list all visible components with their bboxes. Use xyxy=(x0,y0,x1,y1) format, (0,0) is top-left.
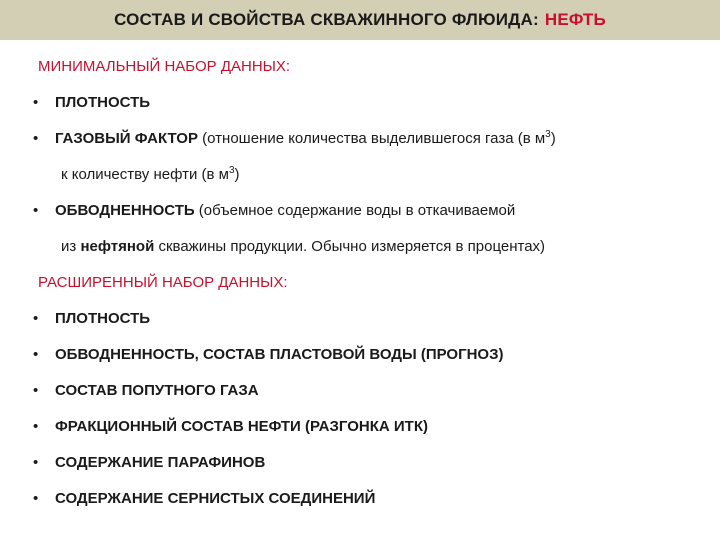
slide-header xyxy=(0,0,720,40)
minimal-section-title: МИНИМАЛЬНЫЙ НАБОР ДАННЫХ: xyxy=(38,58,291,75)
bullet-icon: • xyxy=(33,454,39,471)
extended-item xyxy=(33,490,375,507)
minimal-item-water-cut-continued xyxy=(61,238,545,255)
bullet-icon: • xyxy=(33,94,39,111)
extended-item xyxy=(33,382,259,399)
bullet-icon: • xyxy=(33,346,39,363)
extended-item xyxy=(33,454,265,471)
slide-title-accent: НЕФТЬ xyxy=(544,10,606,29)
minimal-item-gas-factor-continued xyxy=(61,166,240,183)
slide-title: СОСТАВ И СВОЙСТВА СКВАЖИННОГО ФЛЮИДА: xyxy=(114,10,539,29)
extended-item xyxy=(33,418,428,435)
item-description-end: ) xyxy=(234,166,240,183)
superscript: 3 xyxy=(545,129,551,140)
item-description-end: ) xyxy=(550,130,556,147)
item-description: из xyxy=(61,238,81,255)
bullet-icon: • xyxy=(33,202,39,219)
minimal-item-density xyxy=(33,94,150,111)
bullet-icon: • xyxy=(33,418,39,435)
bullet-icon: • xyxy=(33,490,39,507)
item-label: ОБВОДНЕННОСТЬ xyxy=(55,202,195,219)
item-label: СОДЕРЖАНИЕ СЕРНИСТЫХ СОЕДИНЕНИЙ xyxy=(55,490,376,507)
extended-section-title: РАСШИРЕННЫЙ НАБОР ДАННЫХ: xyxy=(38,274,288,291)
item-description: скважины продукции. Обычно измеряется в процентах) xyxy=(154,238,546,255)
bullet-icon: • xyxy=(33,130,39,147)
minimal-item-gas-factor xyxy=(33,130,556,147)
item-label: ГАЗОВЫЙ ФАКТОР xyxy=(55,130,198,147)
item-label: СОСТАВ ПОПУТНОГО ГАЗА xyxy=(55,382,259,399)
superscript: 3 xyxy=(228,165,235,176)
item-label: ФРАКЦИОННЫЙ СОСТАВ НЕФТИ (РАЗГОНКА ИТК) xyxy=(55,418,428,435)
extended-item xyxy=(33,346,503,363)
item-description: к количеству нефти (в м xyxy=(61,166,229,183)
item-description-oil: нефтяной xyxy=(80,238,155,255)
extended-item xyxy=(33,310,150,327)
item-label: ПЛОТНОСТЬ xyxy=(55,94,151,111)
item-label: ПЛОТНОСТЬ xyxy=(55,310,151,327)
item-description: (объемное содержание воды в откачиваемой xyxy=(194,202,516,219)
item-description: (отношение количества выделившегося газа (в м xyxy=(197,130,546,147)
minimal-item-water-cut xyxy=(33,202,515,219)
bullet-icon: • xyxy=(33,382,39,399)
bullet-icon: • xyxy=(33,310,39,327)
item-label: ОБВОДНЕННОСТЬ, СОСТАВ ПЛАСТОВОЙ ВОДЫ (ПРОГНОЗ) xyxy=(55,346,504,363)
item-label: СОДЕРЖАНИЕ ПАРАФИНОВ xyxy=(55,454,266,471)
